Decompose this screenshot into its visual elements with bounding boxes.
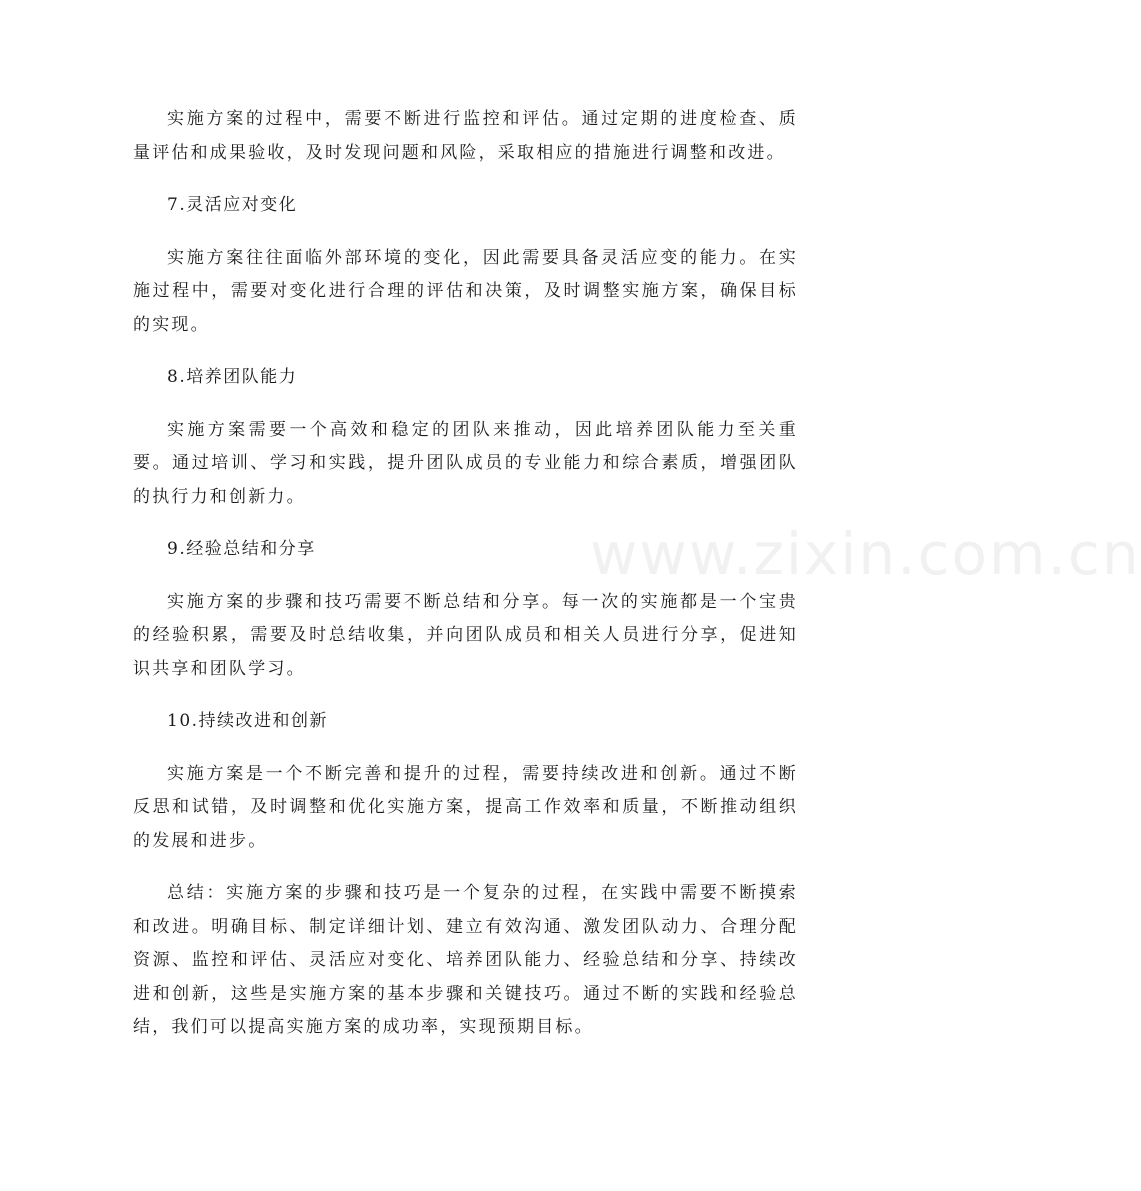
document-body [133,103,798,1064]
paragraph-monitoring: 实施方案的过程中，需要不断进行监控和评估。通过定期的进度检查、质量评估和成果验收，及时发现问题和风险，采取相应的措施进行调整和改进。 [133,109,798,163]
paragraph-adapt-change: 实施方案往往面临外部环境的变化，因此需要具备灵活应变的能力。在实施过程中，需要对变化进行合理的评估和决策，及时调整实施方案，确保目标的实现。 [133,247,798,335]
section-heading-7: 7.灵活应对变化 [167,195,298,215]
paragraph-summary: 总结：实施方案的步骤和技巧是一个复杂的过程，在实践中需要不断摸索和改进。明确目标、制定详细计划、建立有效沟通、激发团队动力、合理分配资源、监控和评估、灵活应对变化、培养团队能力、经验总结和分享、持续改进和创新，这些是实施方案的基本步骤和关键技巧。通过不断的实践和经验总结，我们可以提高实施方案的成功率，实现预期目标。 [133,883,798,1037]
section-heading-10: 10.持续改进和创新 [167,711,329,731]
watermark: www.zixin.com.cn [590,520,1141,588]
section-heading-8: 8.培养团队能力 [167,367,298,387]
paragraph-team-capability: 实施方案需要一个高效和稳定的团队来推动，因此培养团队能力至关重要。通过培训、学习和实践，提升团队成员的专业能力和综合素质，增强团队的执行力和创新力。 [133,419,798,507]
paragraph-experience-sharing: 实施方案的步骤和技巧需要不断总结和分享。每一次的实施都是一个宝贵的经验积累，需要及时总结收集，并向团队成员和相关人员进行分享，促进知识共享和团队学习。 [133,591,798,679]
paragraph-continuous-improvement: 实施方案是一个不断完善和提升的过程，需要持续改进和创新。通过不断反思和试错，及时调整和优化实施方案，提高工作效率和质量，不断推动组织的发展和进步。 [133,763,798,851]
section-heading-9: 9.经验总结和分享 [167,539,316,559]
